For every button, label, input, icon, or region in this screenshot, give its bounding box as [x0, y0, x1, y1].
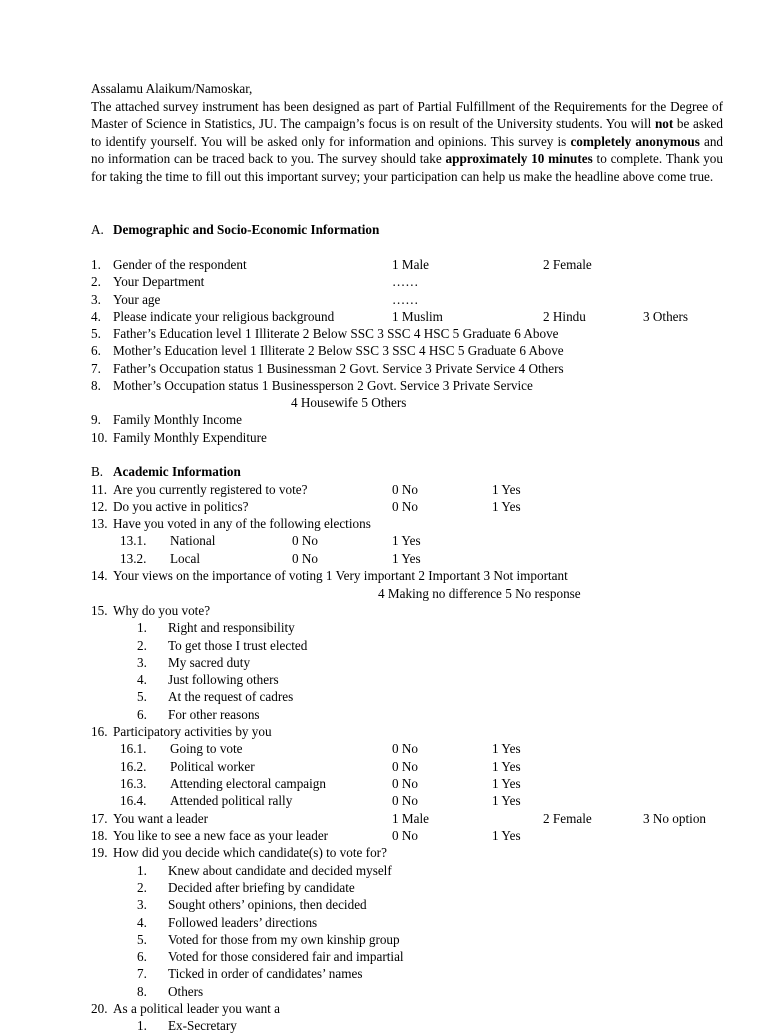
q18-option-no: 0 No — [392, 828, 419, 843]
q18-option-yes: 1 Yes — [492, 828, 521, 843]
q19-item-number: 3. — [137, 897, 147, 912]
q6-text: Mother’s Education level 1 Illiterate 2 Below SSC 3 SSC 4 HSC 5 Graduate 6 Above — [113, 343, 564, 358]
intro-bold-anonymous: completely anonymous — [570, 133, 700, 149]
q16-number: 16. — [91, 724, 108, 739]
q13-2-text: Local — [170, 551, 201, 566]
q17-option-2: 2 Female — [543, 811, 592, 826]
section-a-letter: A. — [91, 222, 104, 237]
q9-number: 9. — [91, 412, 101, 427]
section-a-title: Demographic and Socio-Economic Information — [113, 222, 380, 237]
q4-option-1: 1 Muslim — [392, 309, 443, 324]
q19-item-number: 4. — [137, 915, 147, 930]
q13-2-option-yes: 1 Yes — [392, 551, 421, 566]
q16-1-number: 16.1. — [120, 741, 147, 756]
q16-4-option-no: 0 No — [392, 793, 419, 808]
q20-number: 20. — [91, 1001, 108, 1016]
q2-text: Your Department — [113, 274, 205, 289]
q4-option-3: 3 Others — [643, 309, 689, 324]
q10-number: 10. — [91, 430, 108, 445]
q19-item-number: 8. — [137, 984, 147, 999]
q16-1-text: Going to vote — [170, 741, 243, 756]
q16-3-number: 16.3. — [120, 776, 147, 791]
q13-2-number: 13.2. — [120, 551, 147, 566]
q12-text: Do you active in politics? — [113, 499, 249, 514]
q14-continuation: 4 Making no difference 5 No response — [378, 586, 581, 601]
q19-item-text: Voted for those from my own kinship group — [168, 932, 400, 947]
q11-text: Are you currently registered to vote? — [113, 482, 308, 497]
q1-option-1: 1 Male — [392, 257, 429, 272]
q19-item-number: 1. — [137, 863, 147, 878]
q3-text: Your age — [113, 292, 161, 307]
q15-item-text: To get those I trust elected — [168, 638, 308, 653]
q15-item-number: 5. — [137, 689, 147, 704]
q6-number: 6. — [91, 343, 101, 358]
q16-2-option-yes: 1 Yes — [492, 759, 521, 774]
q2-blank: …… — [392, 274, 419, 289]
q12-option-yes: 1 Yes — [492, 499, 521, 514]
q20-text: As a political leader you want a — [113, 1001, 280, 1016]
q8-text: Mother’s Occupation status 1 Businessperson 2 Govt. Service 3 Private Service — [113, 378, 533, 393]
q19-item-text: Followed leaders’ directions — [168, 915, 318, 930]
q8-number: 8. — [91, 378, 101, 393]
q15-item-text: My sacred duty — [168, 655, 251, 670]
q15-item-text: Right and responsibility — [168, 620, 295, 635]
q16-3-option-no: 0 No — [392, 776, 419, 791]
q16-3-option-yes: 1 Yes — [492, 776, 521, 791]
q15-item-number: 2. — [137, 638, 147, 653]
q19-text: How did you decide which candidate(s) to vote for? — [113, 845, 387, 860]
q13-number: 13. — [91, 516, 108, 531]
intro-text-1: The attached survey instrument has been designed as part of Partial Fulfillment of the Requirements for the Degree of Master of Science in Statistics, JU. The campaign’s focus is on result of the University students. You will — [91, 98, 723, 131]
q14-text: Your views on the importance of voting 1 Very important 2 Important 3 Not important — [113, 568, 568, 583]
q15-number: 15. — [91, 603, 108, 618]
intro-block — [91, 80, 723, 185]
q16-4-number: 16.4. — [120, 793, 147, 808]
q16-4-option-yes: 1 Yes — [492, 793, 521, 808]
q19-item-number: 5. — [137, 932, 147, 947]
q7-number: 7. — [91, 361, 101, 376]
q13-1-option-no: 0 No — [292, 533, 319, 548]
q16-1-option-no: 0 No — [392, 741, 419, 756]
q11-number: 11. — [91, 482, 107, 497]
q9-text: Family Monthly Income — [113, 412, 242, 427]
q13-1-number: 13.1. — [120, 533, 147, 548]
q19-item-text: Sought others’ opinions, then decided — [168, 897, 367, 912]
q15-item-text: At the request of cadres — [168, 689, 294, 704]
q15-item-number: 1. — [137, 620, 147, 635]
q19-item-text: Decided after briefing by candidate — [168, 880, 355, 895]
q19-item-number: 2. — [137, 880, 147, 895]
q5-number: 5. — [91, 326, 101, 341]
section-b-title: Academic Information — [113, 464, 241, 479]
q17-option-1: 1 Male — [392, 811, 429, 826]
q15-text: Why do you vote? — [113, 603, 211, 618]
q17-number: 17. — [91, 811, 108, 826]
q8-continuation: 4 Housewife 5 Others — [291, 395, 407, 410]
q19-item-text: Knew about candidate and decided myself — [168, 863, 392, 878]
q1-text: Gender of the respondent — [113, 257, 247, 272]
q1-option-2: 2 Female — [543, 257, 592, 272]
q19-item-text: Ticked in order of candidates’ names — [168, 966, 363, 981]
q15-item-number: 3. — [137, 655, 147, 670]
q11-option-yes: 1 Yes — [492, 482, 521, 497]
q15-item-number: 4. — [137, 672, 147, 687]
q16-2-text: Political worker — [170, 759, 255, 774]
q4-text: Please indicate your religious background — [113, 309, 335, 324]
q5-text: Father’s Education level 1 Illiterate 2 Below SSC 3 SSC 4 HSC 5 Graduate 6 Above — [113, 326, 559, 341]
q19-item-text: Voted for those considered fair and impartial — [168, 949, 404, 964]
q4-number: 4. — [91, 309, 101, 324]
q16-2-option-no: 0 No — [392, 759, 419, 774]
intro-text-3: and no information can be traced back to you. The survey should take — [91, 133, 724, 166]
greeting: Assalamu Alaikum/Namoskar, — [91, 81, 253, 96]
q17-option-3: 3 No option — [643, 811, 707, 826]
q13-text: Have you voted in any of the following elections — [113, 516, 371, 531]
q16-3-text: Attending electoral campaign — [170, 776, 326, 791]
intro-text-2: be asked to identify yourself. You will be asked only for information and opinions. This survey is — [91, 116, 723, 149]
q16-2-number: 16.2. — [120, 759, 147, 774]
intro-bold-duration: approximately 10 minutes — [445, 151, 593, 166]
q19-item-number: 6. — [137, 949, 147, 964]
q15-item-text: For other reasons — [168, 707, 260, 722]
q11-option-no: 0 No — [392, 482, 419, 497]
q19-number: 19. — [91, 845, 108, 860]
q13-2-option-no: 0 No — [292, 551, 319, 566]
q13-1-text: National — [170, 533, 216, 548]
q16-1-option-yes: 1 Yes — [492, 741, 521, 756]
intro-bold-not: not — [654, 116, 674, 131]
q12-option-no: 0 No — [392, 499, 419, 514]
q16-4-text: Attended political rally — [170, 793, 293, 808]
intro-text-4: to complete. Thank you for taking the time to fill out this important survey; your participation can help us make the headline above come true. — [91, 151, 723, 184]
q2-number: 2. — [91, 274, 101, 289]
q20-item-text: Ex-Secretary — [168, 1018, 237, 1033]
q19-item-number: 7. — [137, 966, 147, 981]
q13-1-option-yes: 1 Yes — [392, 533, 421, 548]
q1-number: 1. — [91, 257, 101, 272]
q15-item-number: 6. — [137, 707, 147, 722]
q18-number: 18. — [91, 828, 108, 843]
q17-text: You want a leader — [113, 811, 208, 826]
q10-text: Family Monthly Expenditure — [113, 430, 267, 445]
section-b-letter: B. — [91, 464, 104, 479]
q7-text: Father’s Occupation status 1 Businessman 2 Govt. Service 3 Private Service 4 Others — [113, 361, 564, 376]
q12-number: 12. — [91, 499, 108, 514]
q20-item-number: 1. — [137, 1018, 147, 1033]
intro-paragraph — [91, 98, 723, 186]
q18-text: You like to see a new face as your leader — [113, 828, 329, 843]
q19-item-text: Others — [168, 984, 204, 999]
q16-text: Participatory activities by you — [113, 724, 272, 739]
q14-number: 14. — [91, 568, 108, 583]
q4-option-2: 2 Hindu — [543, 309, 586, 324]
q15-item-text: Just following others — [168, 672, 279, 687]
q3-number: 3. — [91, 292, 101, 307]
q3-blank: …… — [392, 292, 419, 307]
